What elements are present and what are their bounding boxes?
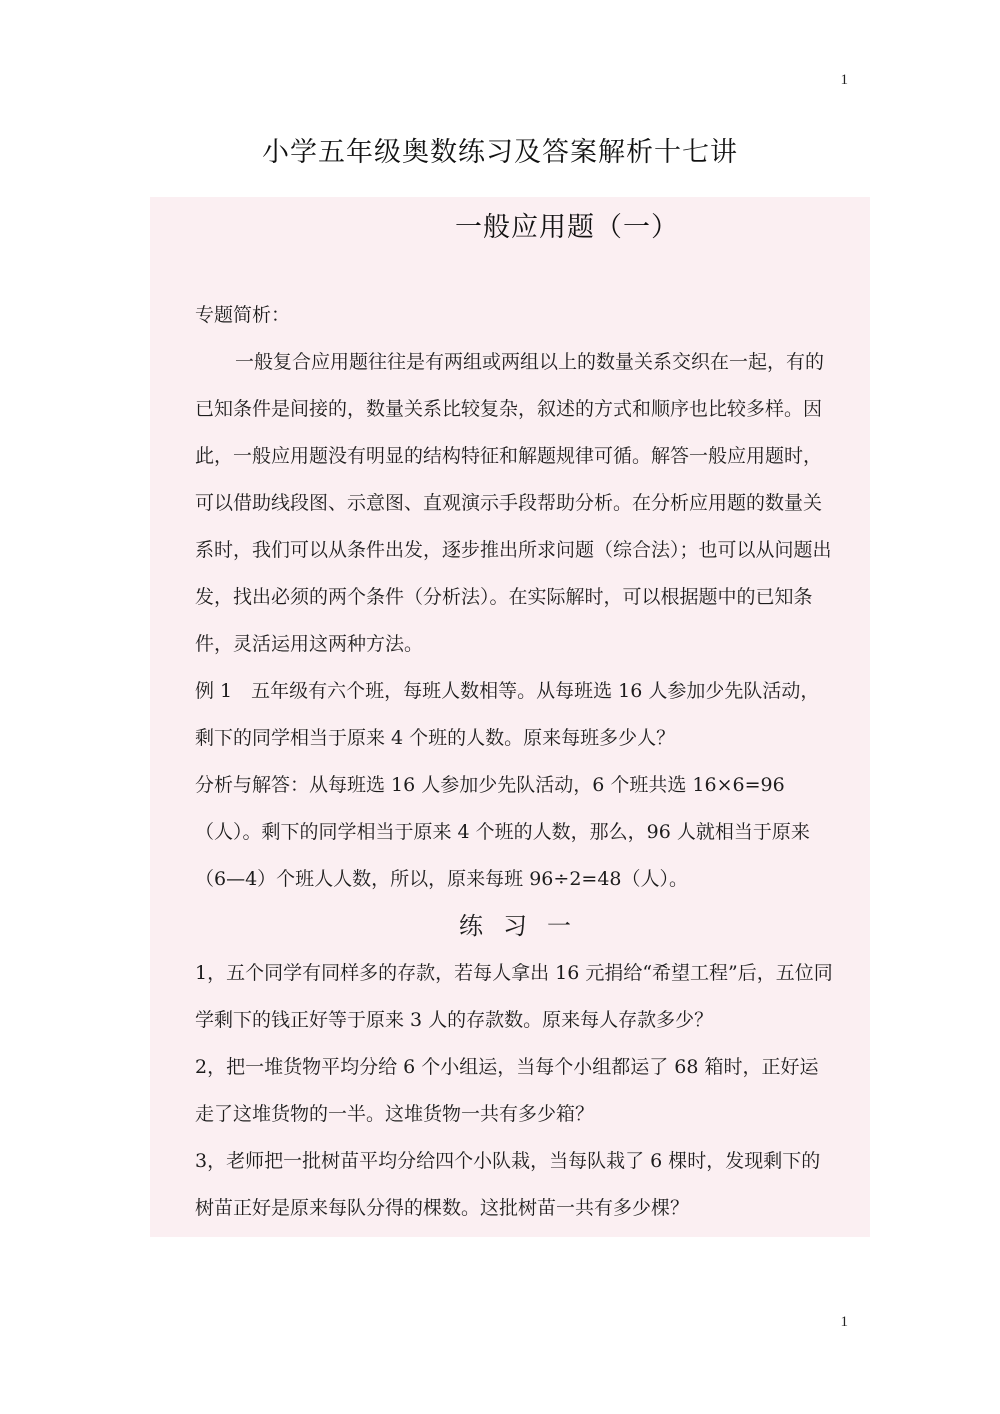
exercise-item: 2，把一堆货物平均分给 6 个小组运，当每个小组都运了 68 箱时，正好运走了这堆货物的一半。这堆货物一共有多少箱？ [195,1056,819,1125]
section-title: 一般应用题（一） [455,212,679,243]
exercise-item: 3，老师把一批树苗平均分给四个小队栽，当每队栽了 6 棵时，发现剩下的树苗正好是原来每队分得的棵数。这批树苗一共有多少棵？ [195,1150,821,1219]
document-title: 小学五年级奥数练习及答案解析十七讲 [262,137,738,168]
page-number-bottom: 1 [840,1314,848,1330]
exercise-item: 1，五个同学有同样多的存款，若每人拿出 16 元捐给“希望工程”后，五位同学剩下的钱正好等于原来 3 人的存款数。原来每人存款多少？ [195,962,833,1031]
intro-paragraph: 一般复合应用题往往是有两组或两组以上的数量关系交织在一起，有的已知条件是间接的，数量关系比较复杂，叙述的方式和顺序也比较多样。因此，一般应用题没有明显的结构特征和解题规律可循。解答一般应用题时，可以借助线段图、示意图、直观演示手段帮助分析。在分析应用题的数量关系时，我们可以从条件出发，逐步推出所求问题（综合法）；也可以从问题出发，找出必须的两个条件（分析法）。在实际解时，可以根据题中的已知条件，灵活运用这两种方法。 [195,351,832,655]
example-paragraph: 例 1 五年级有六个班，每班人数相等。从每班选 16 人参加少先队活动，剩下的同学相当于原来 4 个班的人数。原来每班多少人？ [195,680,820,749]
intro-label: 专题简析： [195,304,291,326]
analysis-paragraph: 分析与解答：从每班选 16 人参加少先队活动，6 个班共选 16×6=96（人）。剩下的同学相当于原来 4 个班的人数，那么，96 人就相当于原来（6—4）个班人人数，所以，原来每班 96÷2=48（人）。 [195,774,810,890]
page-number-top: 1 [840,72,848,88]
practice-heading: 练习一 [459,912,591,940]
document-body [195,292,835,1232]
